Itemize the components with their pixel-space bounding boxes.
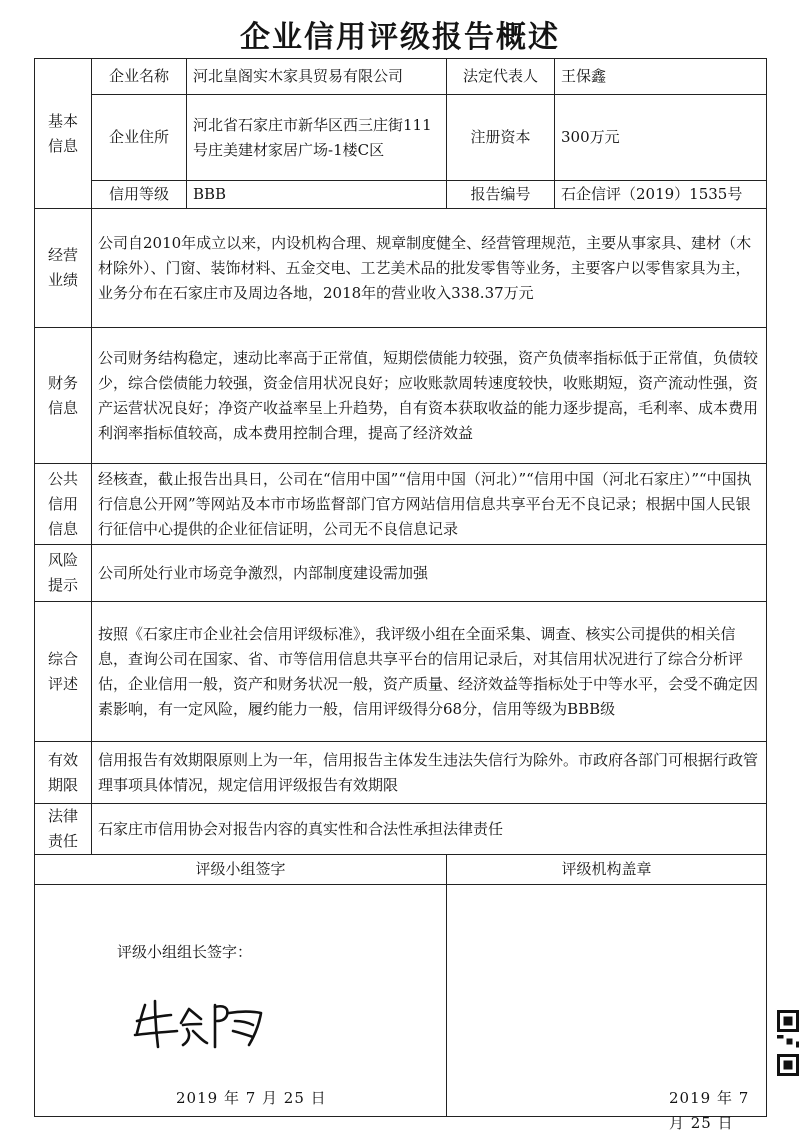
legal-rep-label: 法定代表人 — [447, 59, 555, 95]
category-summary — [35, 602, 92, 742]
validity-label: 有效 期限 — [47, 750, 78, 794]
category-validity — [35, 742, 92, 804]
signature-right-cell — [447, 885, 767, 1132]
category-financial-info — [35, 328, 92, 464]
capital-label: 注册资本 — [447, 95, 555, 181]
credit-grade-label: 信用等级 — [92, 181, 187, 209]
signature-right-header: 评级机构盖章 — [447, 855, 767, 885]
category-public-credit — [35, 464, 92, 545]
row-signature-headers — [35, 855, 767, 885]
report-table — [34, 58, 767, 1132]
legal-rep-value: 王保鑫 — [555, 59, 767, 95]
page-title: 企业信用评级报告概述 — [240, 20, 560, 55]
summary-label: 综合 评述 — [47, 649, 78, 693]
report-no-value: 石企信评（2019）1535号 — [555, 181, 767, 209]
business-performance-text: 公司自2010年成立以来，内设机构合理、规章制度健全、经营管理规范，主要从事家具、建材（木材除外）、门窗、装饰材料、五金交电、工艺美术品的批发零售等业务，主要客户以零售家具为主，业务分布在石家庄市及周边各地，2018年的营业收入338.37万元 — [92, 209, 767, 328]
risk-warning-label: 风险 提示 — [47, 551, 78, 594]
category-risk-warning — [35, 545, 92, 602]
row-validity — [35, 742, 767, 804]
row-legal — [35, 804, 767, 855]
row-company-name — [35, 59, 767, 95]
handwritten-signature — [131, 991, 281, 1051]
credit-grade-value: BBB — [187, 181, 447, 209]
public-credit-text: 经核查，截止报告出具日，公司在“信用中国”“信用中国（河北）”“信用中国（河北石家庄）”“中国执行信息公开网”等网站及本市市场监督部门官方网站信用信息共享平台无不良记录；根据中国人民银行征信中心提供的企业征信证明，公司无不良信息记录 — [92, 464, 767, 545]
left-sign-date: 2019 年 7 月 25 日 — [176, 1089, 327, 1107]
right-sign-date: 2019 年 7 月 25 日 — [669, 1089, 750, 1132]
financial-info-text: 公司财务结构稳定，速动比率高于正常值，短期偿债能力较强，资产负债率指标低于正常值，负债较少，综合偿债能力较强，资金信用状况良好；应收账款周转速度较快，收账期短，资产流动性强，资产运营状况良好；净资产收益率呈上升趋势，自有资本获取收益的能力逐步提高，毛利率、成本费用利润率指标值较高，成本费用控制合理，提高了经济效益 — [92, 328, 767, 464]
leader-sign-label: 评级小组组长签字： — [117, 943, 253, 961]
category-business-performance — [35, 209, 92, 328]
category-basic-label: 基本 信息 — [47, 111, 78, 155]
report-no-label: 报告编号 — [447, 181, 555, 209]
company-address-label: 企业住所 — [92, 95, 187, 181]
financial-info-label: 财务 信息 — [47, 373, 78, 417]
row-company-address — [35, 95, 767, 181]
category-legal — [35, 804, 92, 855]
company-name-label: 企业名称 — [92, 59, 187, 95]
row-public-credit — [35, 464, 767, 545]
public-credit-label: 公共 信用 信息 — [47, 469, 78, 538]
signature-left-header: 评级小组签字 — [35, 855, 447, 885]
legal-label: 法律 责任 — [47, 807, 78, 850]
risk-warning-text: 公司所处行业市场竞争激烈，内部制度建设需加强 — [92, 545, 767, 602]
company-name-value: 河北皇阁实木家具贸易有限公司 — [187, 59, 447, 95]
summary-text: 按照《石家庄市企业社会信用评级标准》，我评级小组在全面采集、调查、核实公司提供的相关信息，查询公司在国家、省、市等信用信息共享平台的信用记录后，对其信用状况进行了综合分析评估，企业信用一般，资产和财务状况一般，资产质量、经济效益等指标处于中等水平，会受不确定因素影响，有一定风险，履约能力一般，信用评级得分68分，信用等级为BBB级 — [92, 602, 767, 742]
row-risk-warning — [35, 545, 767, 602]
category-basic-info — [35, 59, 92, 209]
business-performance-label: 经营 业绩 — [47, 246, 78, 289]
qr-code-icon — [777, 1010, 800, 1076]
company-address-value: 河北省石家庄市新华区西三庄街111号庄美建材家居广场-1楼C区 — [187, 95, 447, 181]
row-summary — [35, 602, 767, 742]
row-credit-grade — [35, 181, 767, 209]
row-signatures — [35, 885, 767, 1117]
signature-left-cell — [35, 885, 447, 1117]
row-business-performance — [35, 209, 767, 328]
row-financial-info — [35, 328, 767, 464]
legal-text: 石家庄市信用协会对报告内容的真实性和合法性承担法律责任 — [92, 804, 767, 855]
validity-text: 信用报告有效期限原则上为一年，信用报告主体发生违法失信行为除外。市政府各部门可根据行政管理事项具体情况，规定信用评级报告有效期限 — [92, 742, 767, 804]
capital-value: 300万元 — [555, 95, 767, 181]
